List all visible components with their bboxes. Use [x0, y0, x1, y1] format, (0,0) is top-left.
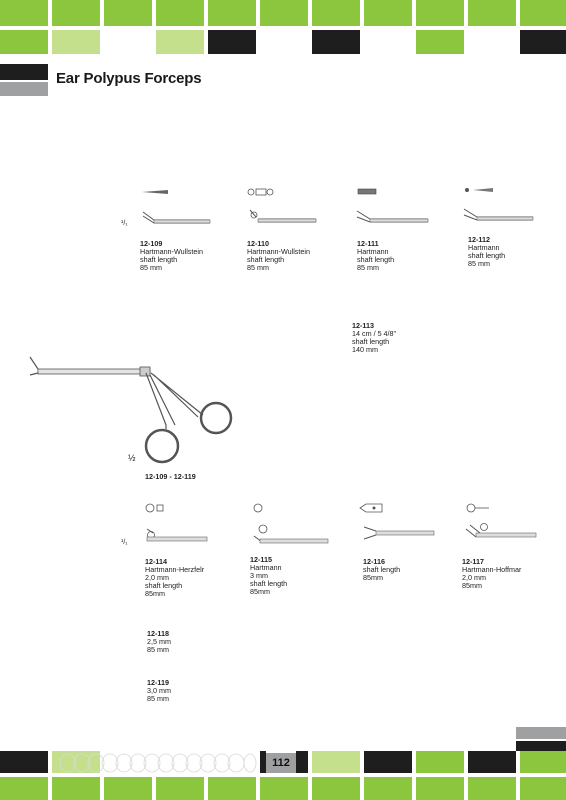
item-line: 85mm — [145, 589, 165, 598]
banner-tile — [520, 0, 566, 26]
main-label-text: 12-109 - 12-119 — [145, 472, 196, 481]
banner-tile — [0, 0, 48, 26]
forceps-drawing-12-114 — [143, 525, 209, 547]
item-12-119 — [147, 679, 171, 703]
item-code: 12-119 — [147, 678, 169, 687]
banner-tile — [104, 0, 152, 26]
item-line: 85 mm — [147, 694, 169, 703]
banner-tile — [260, 0, 308, 26]
item-code: 12-113 — [352, 321, 374, 330]
banner-tile — [468, 777, 516, 800]
item-line: 85 mm — [140, 263, 162, 272]
banner-tile — [52, 777, 100, 800]
item-12-118 — [147, 630, 171, 654]
banner-tile — [416, 777, 464, 800]
tip-icon-12-116 — [358, 502, 388, 514]
item-line: Hartmann-Wullstein — [247, 247, 310, 256]
forceps-drawing-12-111 — [354, 205, 430, 231]
item-12-112 — [468, 236, 505, 268]
item-line: Hartmann-Hoffmar — [462, 565, 522, 574]
header-dark-block — [0, 64, 48, 80]
item-line: 85mm — [250, 587, 270, 596]
footer-dark-block — [516, 741, 566, 751]
banner-tile — [520, 30, 566, 54]
item-12-111 — [357, 240, 394, 272]
forceps-drawing-12-112 — [461, 203, 535, 229]
item-line: Hartmann-Wullstein — [140, 247, 203, 256]
item-line: shaft length — [145, 581, 183, 590]
forceps-drawing-12-116 — [360, 523, 436, 545]
item-line: 85mm — [363, 573, 383, 582]
item-12-116 — [363, 558, 400, 582]
item-line: 85 mm — [468, 259, 490, 268]
banner-tile — [416, 0, 464, 26]
banner-tile — [208, 777, 256, 800]
item-12-117 — [462, 558, 521, 590]
forceps-drawing-12-109 — [140, 206, 212, 232]
tip-icon-12-111 — [356, 187, 396, 197]
item-code: 12-112 — [468, 235, 490, 244]
banner-tile — [364, 0, 412, 26]
tip-icon-12-112 — [463, 185, 503, 197]
item-code: 12-117 — [462, 557, 484, 566]
item-line: 14 cm / 5 4/8" — [352, 329, 397, 338]
header-grey-block — [0, 82, 48, 96]
item-code: 12-114 — [145, 557, 167, 566]
scale-label-lower: ¹/₁ — [121, 539, 128, 546]
item-12-110 — [247, 240, 310, 272]
item-code: 12-116 — [363, 557, 385, 566]
banner-tile — [296, 751, 308, 773]
item-line: 85 mm — [247, 263, 269, 272]
item-12-115 — [250, 556, 287, 596]
banner-tile — [520, 777, 566, 800]
item-line: shaft length — [352, 337, 390, 346]
banner-tile — [468, 751, 516, 773]
item-line: 85 mm — [147, 645, 169, 654]
banner-tile — [416, 751, 464, 773]
item-line: 140 mm — [352, 345, 378, 354]
item-line: shaft length — [250, 579, 288, 588]
item-12-113 — [352, 322, 396, 354]
banner-tile — [468, 0, 516, 26]
item-line: 85 mm — [357, 263, 379, 272]
main-label — [145, 473, 196, 481]
item-line: 3 mm — [250, 571, 268, 580]
forceps-drawing-12-117 — [462, 521, 538, 545]
forceps-drawing-12-110 — [246, 205, 318, 231]
banner-tile — [520, 751, 566, 773]
banner-tile — [0, 30, 48, 54]
item-code: 12-118 — [147, 629, 169, 638]
banner-tile — [416, 30, 464, 54]
banner-tile — [364, 751, 412, 773]
banner-tile — [312, 30, 360, 54]
banner-tile — [0, 777, 48, 800]
item-12-114 — [145, 558, 204, 598]
item-line: 85mm — [462, 581, 482, 590]
banner-tile — [156, 30, 204, 54]
forceps-drawing-12-115 — [250, 524, 330, 550]
item-line: shaft length — [363, 565, 401, 574]
item-line: Hartmann-Herzfelr — [145, 565, 205, 574]
item-line: Hartmann — [250, 563, 282, 572]
item-line: shaft length — [357, 255, 395, 264]
banner-tile — [208, 30, 256, 54]
tip-icon-12-115 — [252, 502, 272, 514]
item-line: 3,0 mm — [147, 686, 171, 695]
banner-tile — [312, 777, 360, 800]
tip-icon-12-117 — [465, 502, 495, 514]
banner-tile — [312, 0, 360, 26]
banner-tile — [260, 777, 308, 800]
item-line: Hartmann — [357, 247, 389, 256]
item-code: 12-109 — [140, 239, 163, 248]
item-line: 2,5 mm — [147, 637, 171, 646]
item-line: shaft length — [468, 251, 506, 260]
item-line: 2,0 mm — [145, 573, 169, 582]
page-number: 112 — [266, 753, 296, 773]
item-line: shaft length — [140, 255, 178, 264]
footer-grey-block — [516, 727, 566, 739]
banner-tile — [52, 30, 100, 54]
item-code: 12-115 — [250, 555, 272, 564]
scale-label-middle: ½ — [128, 453, 136, 463]
banner-tile — [208, 0, 256, 26]
scale-label-upper: ¹/₁ — [121, 220, 128, 227]
item-code: 12-111 — [357, 239, 379, 248]
banner-tile — [156, 777, 204, 800]
banner-tile — [104, 777, 152, 800]
banner-tile — [364, 777, 412, 800]
banner-tile — [312, 751, 360, 773]
banner-tile — [52, 0, 100, 26]
tip-icon-12-114 — [145, 502, 175, 514]
banner-tile — [0, 751, 48, 773]
item-12-109 — [140, 240, 203, 272]
item-line: Hartmann — [468, 243, 500, 252]
item-code: 12-110 — [247, 239, 269, 248]
banner-tile — [156, 0, 204, 26]
tip-icon-12-110 — [247, 187, 287, 197]
tip-icon-12-109 — [140, 188, 210, 196]
page-title: Ear Polypus Forceps — [56, 70, 202, 87]
item-line: 2,0 mm — [462, 573, 486, 582]
forceps-large-drawing — [28, 355, 238, 470]
item-line: shaft length — [247, 255, 285, 264]
